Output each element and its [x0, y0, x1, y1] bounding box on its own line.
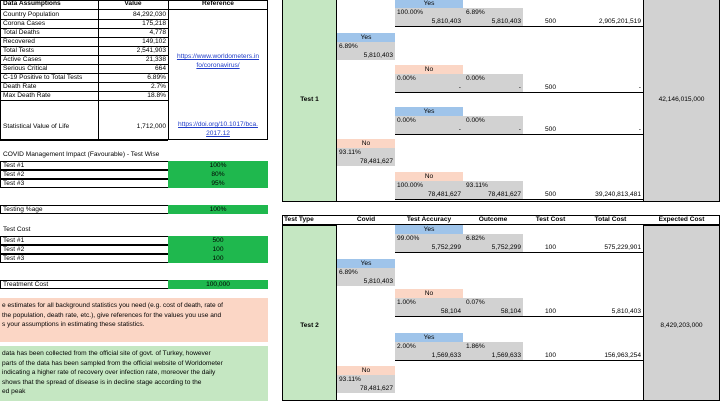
test-cost-value: 100 [544, 243, 556, 251]
covid-probability: 93.11% [339, 148, 361, 156]
cost-value: 500 [212, 236, 224, 244]
testing-label: Testing %age [3, 206, 43, 213]
outcome-count: 5,810,403 [491, 17, 521, 25]
row-divider [0, 91, 168, 92]
test-accuracy-value: 0.00% [397, 74, 416, 82]
note-line: parts of the data has been sampled from the official website of Worldometer [2, 359, 223, 367]
accuracy-count: - [458, 125, 461, 133]
assumption-label: Total Tests [3, 46, 35, 54]
total-cost-value: 5,810,403 [611, 307, 641, 315]
reference-link-doi[interactable] [168, 121, 268, 138]
branch-divider [395, 92, 643, 93]
cost-label: Test #3 [3, 254, 25, 262]
test-cost-value: 500 [544, 125, 556, 133]
impact-title: COVID Management Impact (Favourable) - Test Wise [3, 151, 160, 158]
covid-tag: Yes [360, 259, 372, 267]
branch-divider [395, 26, 643, 27]
impact-value: 95% [211, 179, 225, 187]
assumption-value: 149,102 [142, 37, 166, 45]
branch-tag: Yes [423, 225, 435, 233]
outcome-value: 6.89% [466, 8, 485, 16]
outcome-value: 93.11% [466, 181, 488, 189]
assumption-value: 6.89% [147, 73, 166, 81]
assumptions-note [0, 298, 268, 342]
test2-label: Test 2 [300, 322, 319, 329]
test-accuracy-value: 0.00% [397, 116, 416, 124]
accuracy-count: - [458, 83, 461, 91]
row-divider [0, 46, 168, 47]
test-cost-value: 500 [544, 17, 556, 25]
total-cost-value: 2,905,201,519 [598, 17, 641, 25]
row-divider [0, 19, 168, 20]
outcome-value: 0.07% [466, 298, 485, 306]
test-accuracy-value: 2.00% [397, 342, 416, 350]
branch-tag: Yes [423, 333, 435, 341]
cost-value: 100 [212, 254, 224, 262]
outcome-value: 0.00% [466, 116, 485, 124]
test-cost-value: 100 [544, 351, 556, 359]
outcome-count: 78,481,627 [487, 190, 521, 198]
row-divider [0, 28, 168, 29]
assumptions-header-reference: Reference [202, 0, 234, 7]
testing-value: 100% [209, 206, 227, 213]
reference-link-line[interactable]: fo/coronavirus/ [196, 61, 240, 69]
row-divider [0, 100, 168, 101]
outcome-value: 6.82% [466, 234, 485, 242]
test1-label: Test 1 [300, 96, 319, 103]
test-cost-value: 500 [544, 190, 556, 198]
assumption-value: 2,541,903 [136, 46, 166, 54]
outcome-count: 58,104 [500, 307, 521, 315]
row-divider [0, 64, 168, 65]
covid-probability: 6.89% [339, 42, 358, 50]
note-line: data has been collected from the official site of govt. of Turkey, however [2, 350, 211, 357]
assumption-value: 18.8% [147, 91, 166, 99]
test1-expected-cost: 42,146,015,000 [658, 96, 705, 103]
assumption-label: Serious Critical [3, 64, 48, 72]
header-outcome: Outcome [478, 216, 508, 223]
total-cost-value: 156,963,254 [604, 351, 641, 359]
reference-link-worldometers[interactable] [168, 53, 268, 70]
note-line: shows that the spread of disease is in decline stage according to the [2, 378, 202, 386]
assumption-label: C-19 Positive to Total Tests [3, 73, 83, 81]
outcome-count: 1,569,633 [491, 351, 521, 359]
branch-tag: No [424, 65, 434, 73]
total-cost-value: 39,240,813,481 [595, 190, 641, 198]
note-line: the population, death rate, etc.), give references for the values you use and [2, 311, 222, 319]
assumption-label: Corona Cases [3, 19, 46, 27]
cost-value: 100 [212, 245, 224, 253]
outcome-count: 5,752,299 [491, 243, 521, 251]
header-test-cost: Test Cost [535, 216, 566, 223]
header-divider [0, 9, 268, 10]
test-accuracy-value: 99.00% [397, 234, 420, 242]
branch-tag: No [424, 172, 434, 180]
branch-tag: No [424, 289, 434, 297]
test2-expected-cost: 8,429,203,000 [660, 322, 703, 329]
covid-probability: 6.89% [339, 268, 358, 276]
assumption-value: 84,292,030 [132, 10, 166, 18]
outcome-value: 0.00% [466, 74, 485, 82]
total-cost-value: - [638, 83, 641, 91]
test2-type-cell [282, 225, 337, 401]
test-accuracy-value: 100.00% [397, 8, 424, 16]
assumptions-header-value: Value [124, 0, 142, 7]
row-divider [0, 82, 168, 83]
note-line: e estimates for all background statistics you need (e.g. cost of death, rate of [2, 302, 224, 309]
outcome-value: 1.86% [466, 342, 485, 350]
cost-label: Test #2 [3, 245, 25, 253]
note-line: indicating a higher rate of recovery over infection rate, moreover the daily [2, 369, 216, 377]
test-cost-value: 100 [544, 307, 556, 315]
accuracy-count: 5,752,299 [431, 243, 461, 251]
impact-label: Test #2 [3, 170, 25, 178]
reference-link-line[interactable]: https://www.worldometers.in [176, 53, 260, 60]
branch-tag: Yes [423, 0, 435, 7]
test-accuracy-value: 100.00% [397, 181, 424, 189]
covid-count: 5,810,403 [363, 277, 393, 285]
accuracy-count: 1,569,633 [431, 351, 461, 359]
assumption-value: 1,712,000 [136, 123, 166, 130]
reference-link-line[interactable]: https://doi.org/10.1017/bca. [178, 121, 258, 128]
branch-divider [395, 134, 643, 135]
covid-tag: No [361, 366, 371, 374]
test-accuracy-value: 1.00% [397, 298, 416, 306]
impact-value: 100% [209, 161, 227, 169]
assumption-label: Statistical Value of Life [3, 123, 70, 130]
header-test-type: Test Type [284, 216, 314, 223]
covid-count: 5,810,403 [363, 51, 393, 59]
test2-expected-cell [643, 225, 720, 401]
row-divider [0, 73, 168, 74]
branch-tag: Yes [423, 107, 435, 115]
assumption-label: Country Population [3, 10, 60, 18]
header-test-accuracy: Test Accuracy [406, 216, 452, 223]
outcome-count: - [518, 125, 521, 133]
test-cost-title: Test Cost [3, 226, 31, 233]
covid-count: 78,481,627 [359, 157, 393, 165]
assumptions-header-label: Data Assumptions [3, 0, 61, 7]
data-source-note [0, 346, 268, 401]
test-cost-value: 500 [544, 83, 556, 91]
assumption-label: Active Cases [3, 55, 42, 63]
assumption-label: Total Deaths [3, 28, 40, 36]
treatment-value: 100,000 [206, 281, 230, 288]
branch-divider [395, 360, 643, 361]
accuracy-count: 78,481,627 [427, 190, 461, 198]
assumption-label: Recovered [3, 37, 35, 45]
note-line: s your assumptions in estimating these statistics. [2, 321, 145, 329]
outcome-count: - [518, 83, 521, 91]
total-cost-value: 575,229,901 [604, 243, 641, 251]
accuracy-count: 5,810,403 [431, 17, 461, 25]
covid-tag: No [361, 139, 371, 147]
covid-probability: 93.11% [339, 375, 361, 383]
header-total-cost: Total Cost [594, 216, 627, 223]
header-covid: Covid [356, 216, 376, 223]
cost-label: Test #1 [3, 236, 25, 244]
impact-label: Test #3 [3, 179, 25, 187]
reference-link-line[interactable]: 2017.12 [206, 129, 230, 137]
branch-divider [395, 316, 643, 317]
assumption-label: Max Death Rate [3, 91, 51, 99]
branch-divider [395, 252, 643, 253]
impact-value: 80% [211, 170, 225, 178]
branch-divider [395, 199, 643, 200]
assumption-value: 664 [154, 64, 166, 72]
covid-tag: Yes [360, 33, 372, 41]
treatment-label: Treatment Cost [3, 281, 49, 288]
assumption-value: 175,218 [142, 19, 166, 27]
impact-label: Test #1 [3, 161, 25, 169]
row-divider [0, 140, 168, 141]
header-expected-cost: Expected Cost [658, 216, 705, 223]
total-cost-value: - [638, 125, 641, 133]
covid-count: 78,481,627 [359, 384, 393, 392]
assumption-label: Death Rate [3, 82, 37, 90]
row-divider [0, 55, 168, 56]
assumption-value: 4,778 [149, 28, 166, 36]
note-line: ed peak [2, 388, 26, 396]
assumption-value: 21,338 [145, 55, 166, 63]
assumption-value: 2.7% [150, 82, 166, 90]
row-divider [0, 37, 168, 38]
accuracy-count: 58,104 [440, 307, 461, 315]
